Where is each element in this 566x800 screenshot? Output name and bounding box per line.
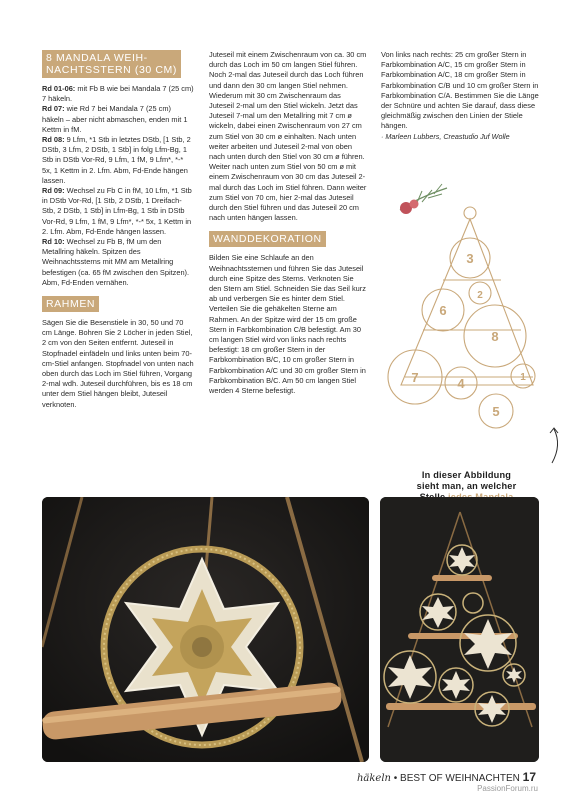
paragraph-text: wie Rd 7 bei Mandala 7 (25 cm) häkeln – aber nicht abmaschen, enden mit 1 Kettm in fM. [42, 104, 188, 134]
paragraph-text: mit Fb B wie bei Mandala 7 (25 cm) 7 häkeln. [42, 84, 194, 104]
watermark: PassionForum.ru [477, 784, 538, 793]
diagram-number: 8 [491, 329, 499, 344]
paragraph [42, 84, 194, 104]
diagram-number: 3 [466, 251, 474, 266]
curved-arrow-icon [548, 425, 566, 465]
magazine-title: • BEST OF WEIHNACHTEN [390, 773, 523, 784]
round-label: Rd 09: [42, 186, 65, 196]
round-label: Rd 01-06: [42, 84, 76, 93]
round-label: Rd 07: [42, 104, 65, 114]
mandala-tree-diagram [383, 205, 548, 430]
magazine-script-logo: häkeln [356, 773, 391, 784]
callout-line: sieht man, an welcher [416, 481, 517, 491]
paragraph [42, 237, 194, 288]
column-2 [209, 50, 367, 396]
photo-tree-wall-decoration [380, 497, 539, 762]
paragraph: Bilden Sie eine Schlaufe an den Weihnachtssternen und führen Sie das Juteseil durch eine Spitze des Sterns. Verknoten Sie den Stern am Stiel. Schneiden Sie das Seil kurz ab und verbergen Sie es hinter dem Stiel. Verteilen Sie die gehäkelten Sterne am Rahmen. An der Spitze wird der 15 cm große Stern in Farbkombination C/B befestigt. Am 30 cm langen Stiel wird von links nach rechts befestigt: 18 cm großer Stern in der Farbkombination B/C, 10 cm großer Stern in Farbkombination A/C und 30 cm großer Stern in Farbkombination B/C. Am 50 cm langen Stiel werden 4 Sterne befestigt. [209, 253, 366, 396]
diagram-number: 1 [520, 372, 526, 383]
paragraph-text: 9 Lfm, *1 Stb in letztes DStb, [1 Stb, 2 DStb, 3 Lfm, 2 DStb, 1 Stb] in folg Lfm-Bg, 1 Stb in DStb Vor-Rd, 9 Lfm, 1 fM, 9 Lfm*, *-* 5x, 1 Kettm in 2. Lfm. Abm, Fd-Ende hängen lassen. [42, 135, 191, 185]
page-number: 17 [522, 770, 536, 784]
callout-line: In dieser Abbildung [421, 470, 512, 480]
diagram-number: 7 [411, 370, 419, 385]
column-3 [381, 50, 541, 142]
paragraph [42, 186, 194, 237]
heading-line: NACHTSSTERN (30 CM) [46, 64, 177, 76]
diagram-number: 2 [477, 290, 483, 301]
paragraph [42, 135, 194, 186]
paragraph: Von links nach rechts: 25 cm großer Stern in Farbkombination A/C, 15 cm großer Stern in Farbkombination A/C, 18 cm großer Stern in Farbkombination C/B und 10 cm großer Stern in Farbkombination C/A. Bestimmen Sie die Länge der Schnüre und achten Sie darauf, dass diese gleichmäßig zwischen den Linien der Stiele hängen. [381, 50, 539, 131]
mandala-star-image [42, 497, 369, 762]
heading-line: 8 MANDALA WEIH- [46, 52, 148, 64]
author-signature: · Marleen Lubbers, Creastudio Juf Wolle [381, 131, 510, 141]
column-1 [42, 50, 194, 410]
paragraph: Sägen Sie die Besenstiele in 30, 50 und 70 cm Länge. Bohren Sie 2 Löcher in jeden Stiel, 2 cm von den Seiten entfernt. Juteseil in Stopfnadel einfädeln und links unten beim 70-cm-Stiel anfangen. Stopfnadel von unten nach oben durch das Loch im Stiel führen, Vorgang 2-mal wdh. Juteseil durchführen, bis es 18 cm unter dem Stiel hängen bleibt, Juteseil verknoten. [42, 318, 194, 409]
diagram-top-ring [464, 207, 476, 219]
paragraph [42, 104, 194, 135]
diagram-number: 4 [457, 376, 465, 391]
paragraph-text: Wechsel zu Fb B, fM um den Metallring häkeln. Spitzen des Weihnachtssterns mit MM am Metallring befestigen (ca. 65 fM zwischen den Spitzen). Abm, Fd-Enden vernähen. [42, 237, 190, 287]
diagram-number: 5 [492, 404, 500, 419]
tree-decoration-image [380, 497, 539, 762]
round-label: Rd 08: [42, 135, 65, 145]
page-footer [357, 770, 536, 784]
round-label: Rd 10: [42, 237, 65, 247]
section-heading-rahmen: RAHMEN [42, 296, 99, 312]
section-heading-wanddekoration: WANDDEKORATION [209, 231, 326, 247]
diagram-triangle [401, 219, 533, 385]
section-heading-mandala-8 [42, 50, 181, 78]
photo-mandala-closeup [42, 497, 369, 762]
diagram-number: 6 [439, 303, 447, 318]
paragraph: Juteseil mit einem Zwischenraum von ca. 30 cm durch das Loch im 50 cm langen Stiel führen. Noch 2-mal das Juteseil durch das Loch führen und dann den 30 cm langen Stiel nehmen. Wiederum mit 30 cm Zwischenraum das Juteseil 2-mal um den Stiel wickeln. Jetzt das Juteseil 7-mal um den Metallring mit 7 cm ø wickeln, dabei einen Zwischenraum von 27 cm zum Stiel von 30 cm ø einhalten. Nach unten weiter arbeiten und Juteseil 2-mal von oben nach unten durch den Stiel von 30 cm ø führen. Weiter nach unten zum Stiel von 50 cm ø mit einem Zwischenraum von 30 cm das Juteseil 2-mal durch das Loch im Stiel führen. Dann weiter zum Stiel von 70 cm, hier 2-mal das Juteseil durch den Stiel führen und das Juteseil 20 cm nach unten hängen lassen. [209, 50, 367, 223]
paragraph-text: Wechsel zu Fb C in fM, 10 Lfm, *1 Stb in DStb Vor-Rd, [1 Stb, 2 DStb, 1 Dreifach-Stb, 2 DStb, 1 Stb] in Lfm-Bg, 1 Stb in DStb Vor-Rd, 9 Lfm, 1 fM, 9 Lfm*, *-* 5x, 1 Kettm in 2. Lfm. Abm, Fd-Ende hängen lassen. [42, 186, 192, 236]
